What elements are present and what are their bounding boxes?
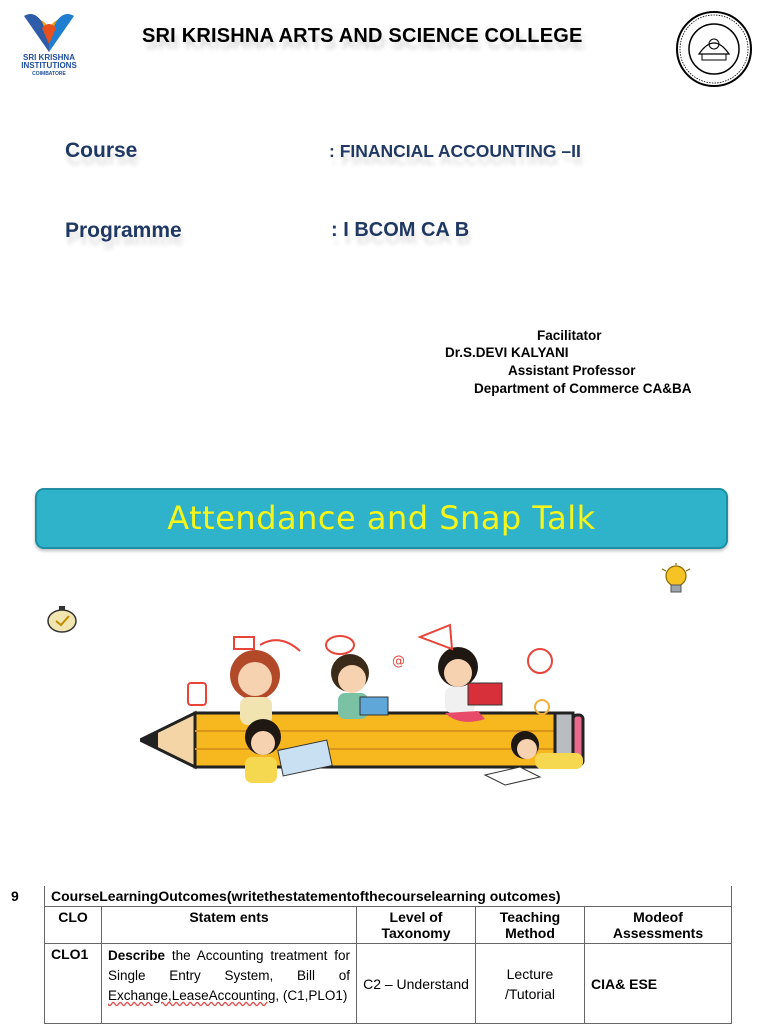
header-clo: CLO <box>45 907 102 944</box>
programme-label: Programme <box>65 219 182 242</box>
banner-text: Attendance and Snap Talk <box>167 499 596 537</box>
statement-underlined: Exchange,LeaseAccounting <box>108 988 276 1003</box>
clo-table <box>44 886 732 1024</box>
clo-assessment: CIA& ESE <box>585 944 732 1024</box>
logo-text-2: INSTITUTIONS <box>21 61 77 70</box>
institution-logo <box>18 8 80 80</box>
programme-value: : I BCOM CA B <box>331 219 470 241</box>
logo-text-3: COIMBATORE <box>32 71 66 77</box>
clo-statement <box>102 944 357 1024</box>
row-number: 9 <box>11 888 19 904</box>
facilitator-department: Department of Commerce CA&BA <box>474 381 692 396</box>
clo-caption: CourseLearningOutcomes(writethestatementofthecourselearning outcomes) <box>45 886 732 907</box>
statement-bold: Describe <box>108 948 166 963</box>
header-statements: Statem ents <box>102 907 357 944</box>
facilitator-title: Facilitator <box>537 328 602 343</box>
facilitator-name: Dr.S.DEVI KALYANI <box>445 345 569 360</box>
header-assessment: Modeof Assessments <box>585 907 732 944</box>
college-seal-icon <box>668 10 760 88</box>
clo-method: Lecture /Tutorial <box>476 944 585 1024</box>
college-name: SRI KRISHNA ARTS AND SCIENCE COLLEGE <box>142 25 583 47</box>
course-label: Course <box>65 139 138 162</box>
clo-level: C2 – Understand <box>357 944 476 1024</box>
clo-id: CLO1 <box>45 944 102 1024</box>
statement-rest: the Accounting treatment for Single Entry System, Bill of <box>108 948 350 983</box>
stopwatch-icon <box>45 604 81 639</box>
logo-text-1: SRI KRISHNA <box>22 53 75 62</box>
attendance-banner <box>35 488 728 549</box>
header-level: Level of Taxonomy <box>357 907 476 944</box>
kids-on-pencil-illustration <box>140 615 620 815</box>
statement-end: , (C1,PLO1) <box>275 988 348 1003</box>
svg-text:@: @ <box>392 654 405 669</box>
lightbulb-icon <box>658 563 694 600</box>
course-value: : FINANCIAL ACCOUNTING –II <box>329 141 581 161</box>
header-method: Teaching Method <box>476 907 585 944</box>
facilitator-designation: Assistant Professor <box>508 363 636 378</box>
